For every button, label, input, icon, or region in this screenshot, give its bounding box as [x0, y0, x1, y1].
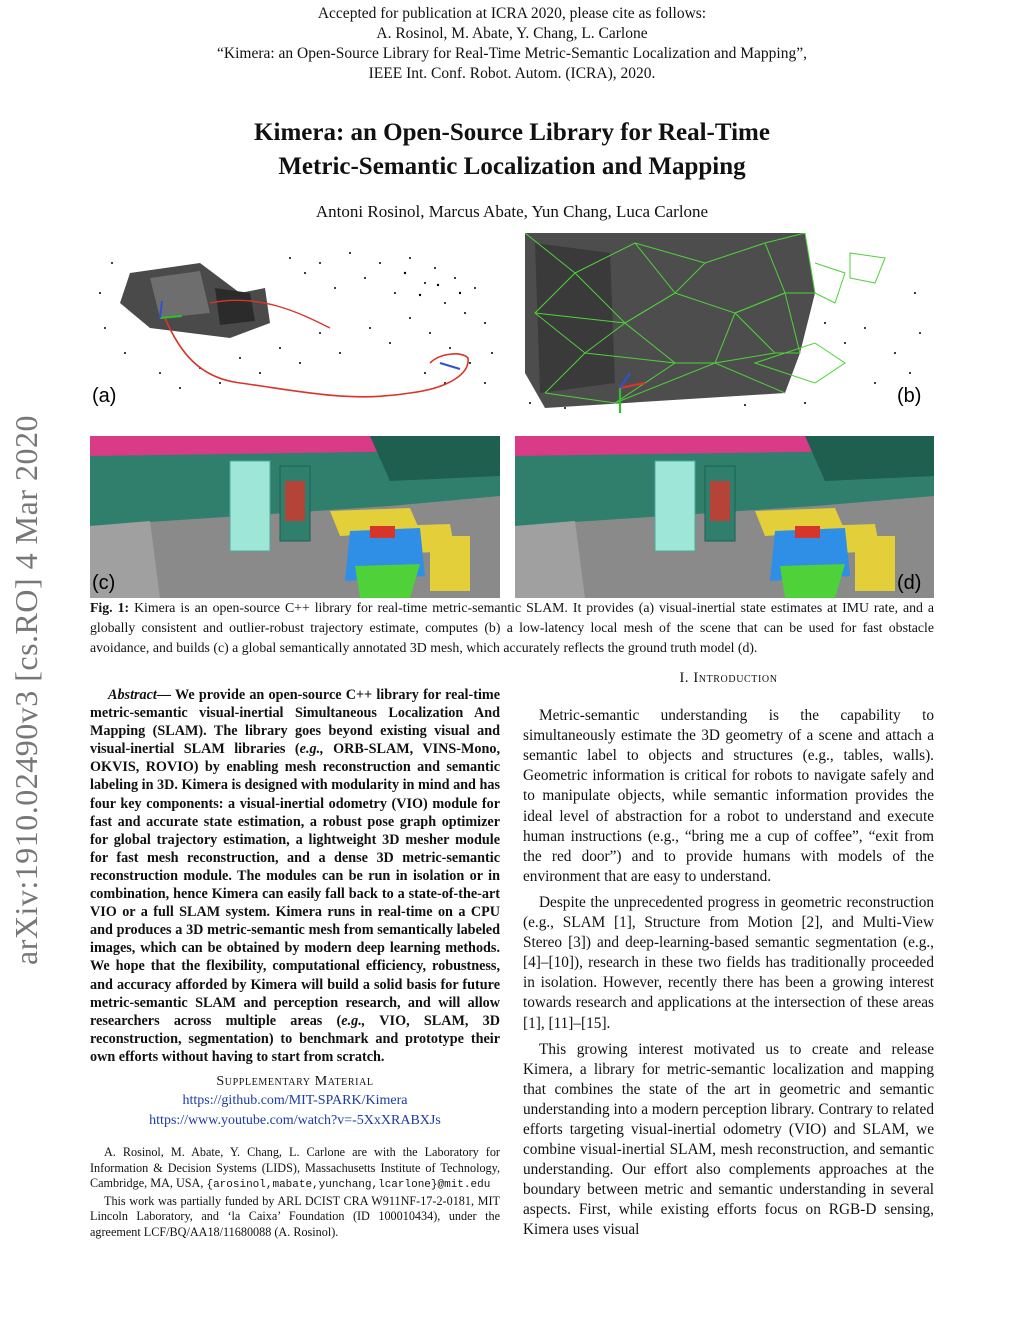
caption-label: Fig. 1:: [90, 600, 130, 615]
youtube-link[interactable]: https://www.youtube.com/watch?v=-5XxXRABXJs: [149, 1113, 441, 1129]
notice-line: A. Rosinol, M. Abate, Y. Chang, L. Carlone: [376, 25, 648, 42]
figure-panel-c: [90, 436, 500, 598]
trajectory-pointcloud-graphic: [90, 233, 500, 413]
ground-truth-mesh-graphic: [515, 436, 934, 598]
left-column: [90, 686, 500, 1240]
funding-footnote: This work was partially funded by ARL DCIST CRA W911NF-17-2-0181, MIT Lincoln Laboratory, and ‘la Caixa’ Foundation (ID 100010434), under the agreement LCF/BQ/AA18/11680088 (A. Rosinol).: [90, 1193, 500, 1239]
panel-label-a: (a): [92, 385, 117, 407]
right-column: [523, 668, 934, 1247]
arxiv-stamp: arXiv:1910.02490v3 [cs.RO] 4 Mar 2020: [8, 415, 44, 965]
supplementary-heading: Supplementary Material: [216, 1073, 374, 1089]
abstract-lead: Abstract—: [108, 687, 172, 703]
email-list: {arosinol,mabate,yunchang,lcarlone}@mit.edu: [206, 1179, 491, 1192]
figure-panel-d: [515, 436, 934, 598]
section-heading-introduction: I. Introduction: [679, 670, 778, 686]
figure-panel-a: [90, 233, 500, 413]
intro-paragraph: Despite the unprecedented progress in geometric reconstruction (e.g., SLAM [1], Structure from Motion [2], and Multi-View Stereo [3]) and deep-learning-based semantic segmentation (e.g., [4]–[10]), research in these two fields has traditionally proceeded in isolation. However, recently there has been a growing interest towards research and applications at the intersection of these areas [1], [11]–[15].: [523, 893, 934, 1032]
intro-paragraph: Metric-semantic understanding is the capability to simultaneously estimate the 3D geometry of a scene and attach a semantic label to objects and structures (e.g., tables, walls). Geometric information is critical for robots to navigate safely and to manipulate objects, while semantic information provides the ideal level of abstraction for a robot to understand and execute human instructions (e.g., “bring me a cup of coffee”, “exit from the red door”) and to provide humans with models of the environment that are easy to understand.: [523, 707, 934, 885]
title-line: Kimera: an Open-Source Library for Real-Time: [254, 119, 770, 146]
notice-line: IEEE Int. Conf. Robot. Autom. (ICRA), 2020.: [368, 65, 656, 82]
github-link[interactable]: https://github.com/MIT-SPARK/Kimera: [182, 1093, 408, 1109]
authors: Antoni Rosinol, Marcus Abate, Yun Chang, Luca Carlone: [315, 202, 709, 221]
abstract: Abstract— We provide an open-source C++ library for real-time metric-semantic visual-inertial Simultaneous Localization And Mapping (SLAM). The library goes beyond existing visual and visual-inertial SLAM libraries (e.g., ORB-SLAM, VINS-Mono, OKVIS, ROVIO) by enabling mesh reconstruction and semantic labeling in 3D. Kimera is designed with modularity in mind and has four key components: a visual-inertial odometry (VIO) module for fast and accurate state estimation, a robust pose graph optimizer for global trajectory estimation, a lightweight 3D mesher module for fast mesh reconstruction, and a dense 3D metric-semantic reconstruction module. The modules can be run in isolation or in combination, hence Kimera can easily fall back to a state-of-the-art VIO or a full SLAM system. Kimera runs in real-time on a CPU and produces a 3D metric-semantic mesh from semantically labeled images, which can be obtained by modern deep learning methods. We hope that the flexibility, computational efficiency, robustness, and accuracy afforded by Kimera will build a solid basis for future metric-semantic SLAM and perception research, and will allow researchers across multiple areas (e.g., VIO, SLAM, 3D reconstruction, segmentation) to benchmark and prototype their own efforts without having to start from scratch.: [90, 687, 500, 1065]
notice-line: “Kimera: an Open-Source Library for Real-Time Metric-Semantic Localization and Mapping”,: [217, 45, 807, 62]
caption-text: Kimera is an open-source C++ library for real-time metric-semantic SLAM. It provides (a) visual-inertial state estimates at IMU rate, and a globally consistent and outlier-robust trajectory estimate, computes (b) a low-latency local mesh of the scene that can be used for fast obstacle avoidance, and builds (c) a global semantically annotated 3D mesh, which accurately reflects the ground truth model (d).: [90, 600, 935, 655]
figure-caption: [90, 598, 934, 658]
local-mesh-graphic: [515, 233, 934, 413]
affiliation-footnote: A. Rosinol, M. Abate, Y. Chang, L. Carlone are with the Laboratory for Information & Decision Systems (LIDS), Massachusetts Institute of Technology, Cambridge, MA, USA, {arosinol,mabate,yunchang,lcarlone}@mit.edu This work was partially funded by ARL DCIST CRA W911NF-17-2-0181, MIT Lincoln Laboratory, and ‘la Caixa’ Foundation (ID 100010434), under the agreement LCF/BQ/AA18/11680088 (A. Rosinol).: [90, 1145, 500, 1239]
panel-label-b: (b): [897, 385, 922, 407]
intro-paragraph: This growing interest motivated us to create and release Kimera, a library for metric-semantic localization and mapping that combines the state of the art in geometric and semantic understanding into a modern perception library. Contrary to related efforts targeting visual-inertial odometry (VIO) and SLAM, we combine visual-inertial SLAM, mesh reconstruction, and semantic understanding. Our effort also complements approaches at the boundary between metric and semantic understanding in several aspects. First, while existing efforts focus on RGB-D sensing, Kimera uses visual: [523, 1040, 934, 1239]
semantic-mesh-graphic: [90, 436, 500, 598]
citation-notice: [0, 4, 1024, 84]
figure-panel-b: [515, 233, 934, 413]
notice-line: Accepted for publication at ICRA 2020, please cite as follows:: [317, 5, 707, 22]
paper-title: [0, 116, 1024, 184]
title-line: Metric-Semantic Localization and Mapping: [278, 153, 746, 180]
panel-label-d: (d): [897, 572, 922, 594]
panel-label-c: (c): [92, 572, 116, 594]
